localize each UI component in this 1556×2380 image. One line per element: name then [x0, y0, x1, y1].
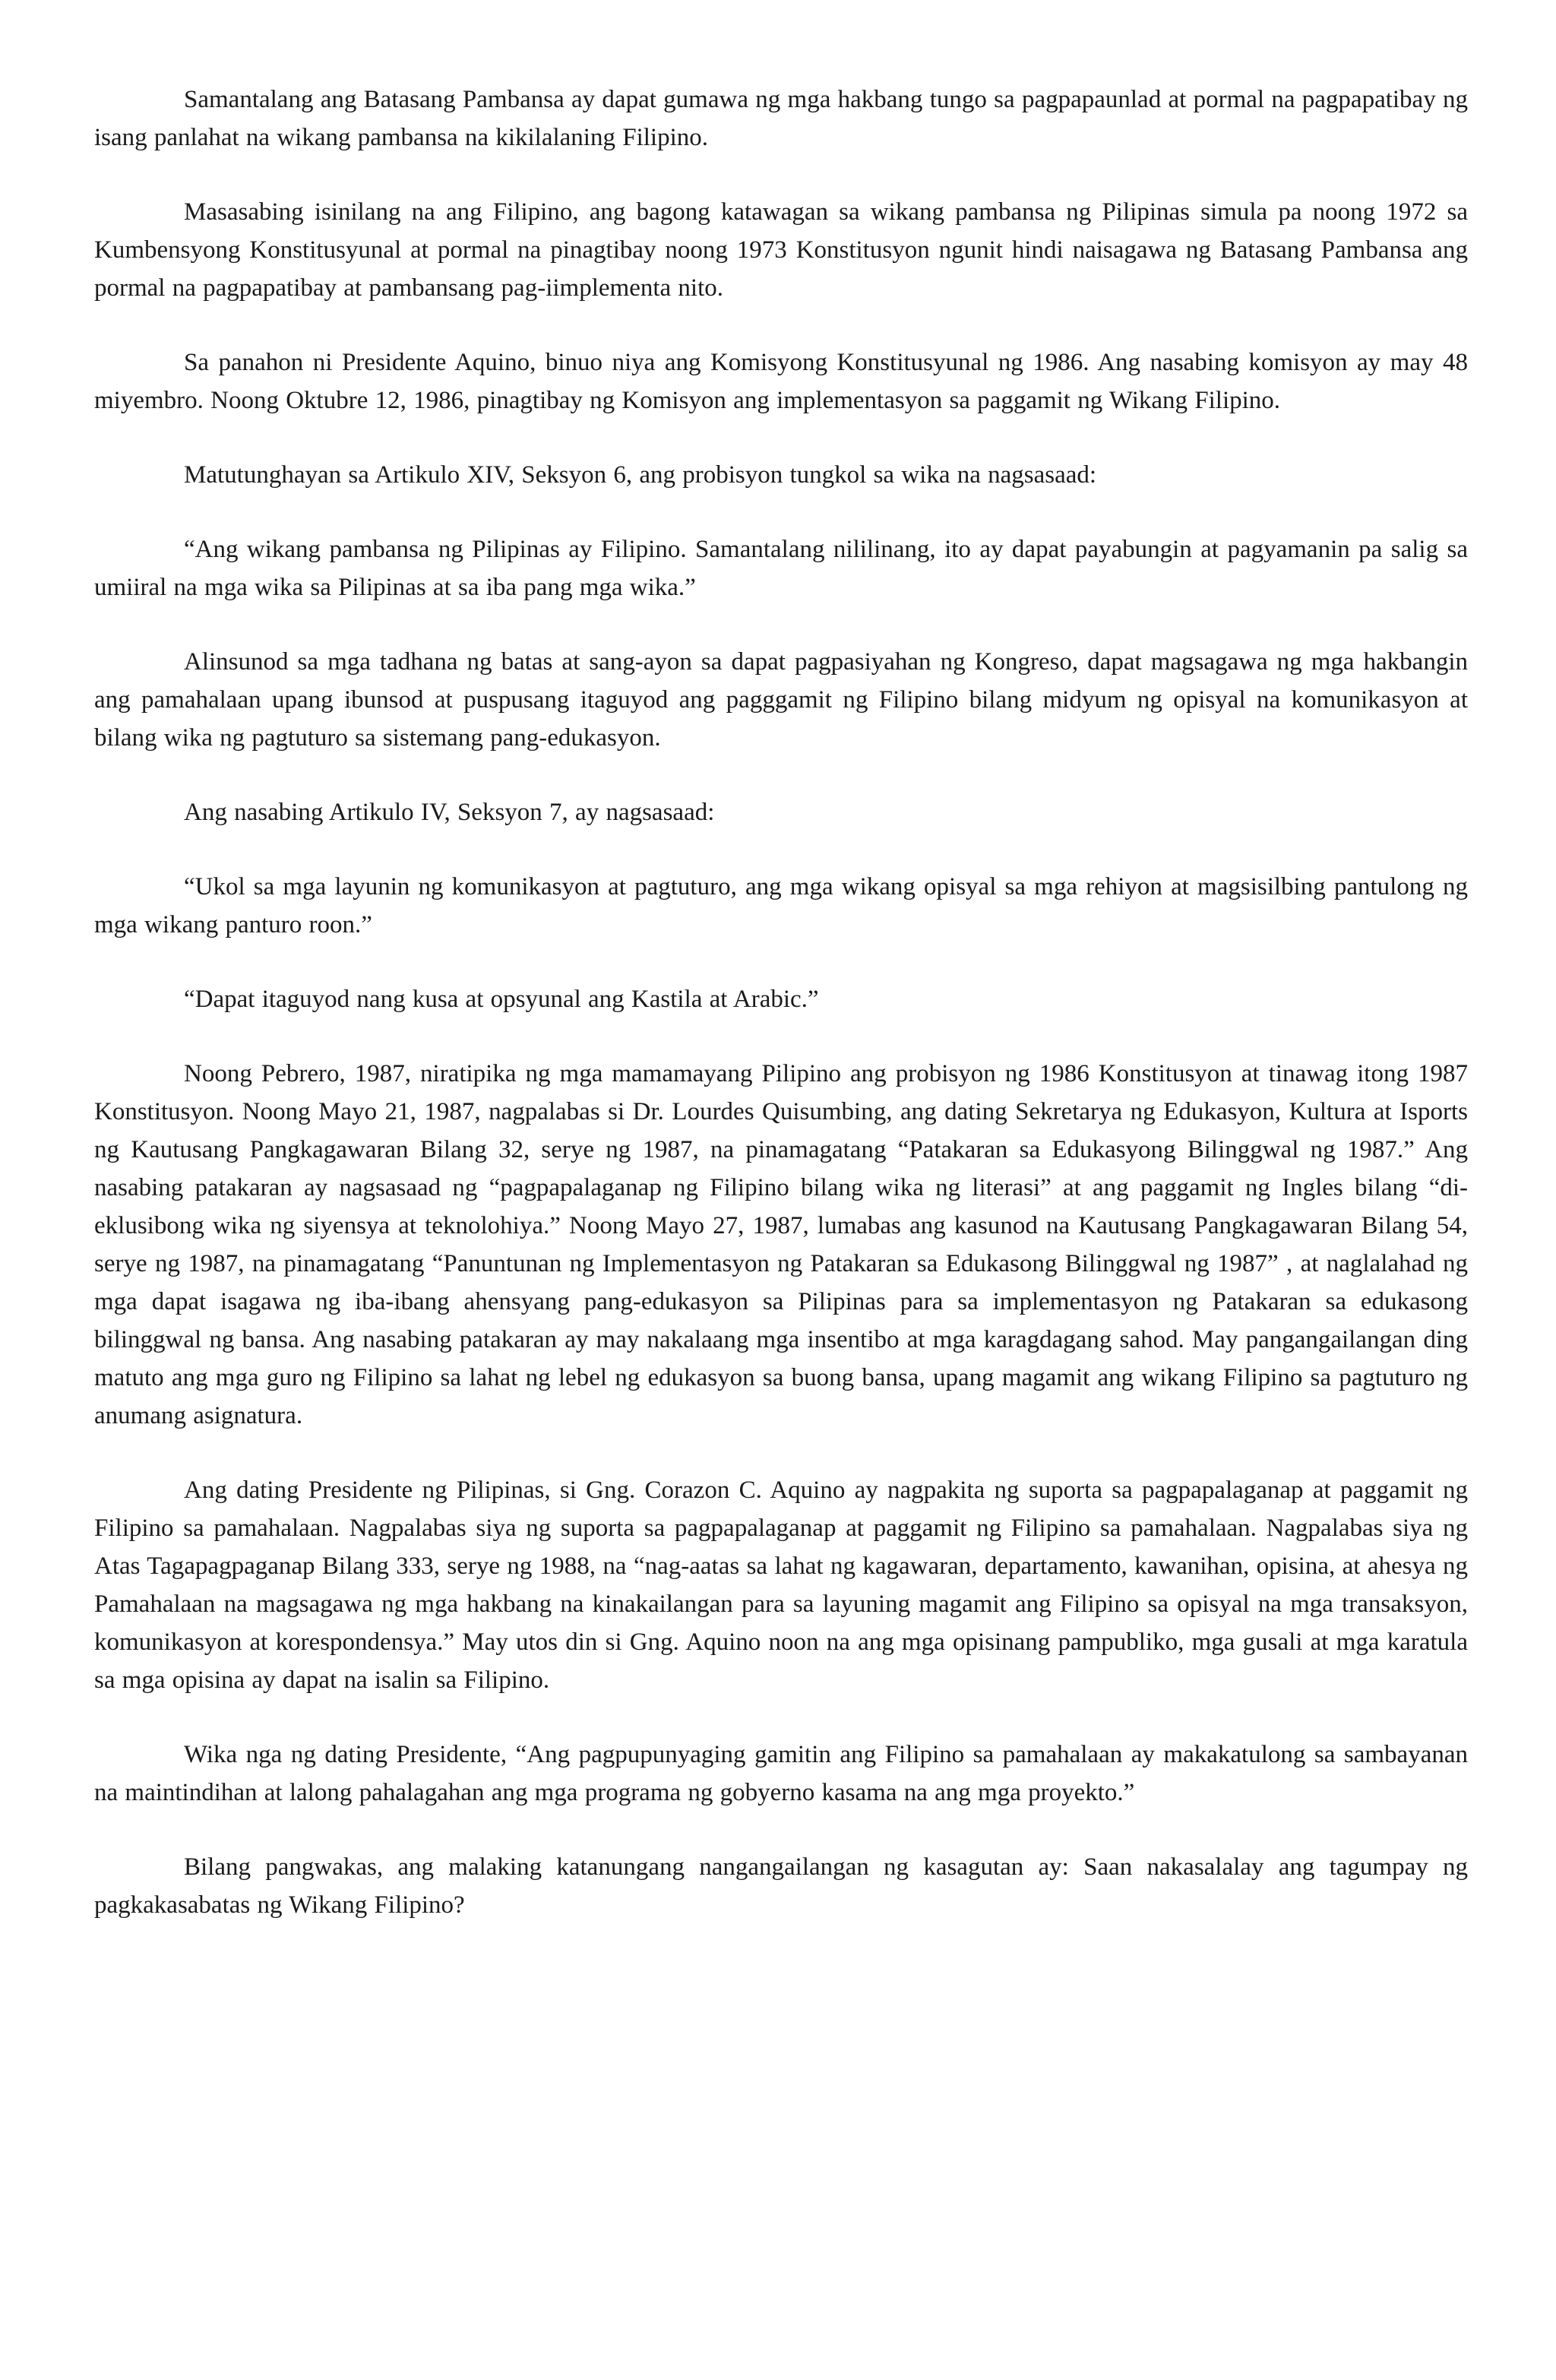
- document-body: [94, 81, 1468, 1924]
- quote-paragraph-2: “Ukol sa mga layunin ng komunikasyon at pagtuturo, ang mga wikang opisyal sa mga rehiyon at magsisilbing pantulong ng mga wikang panturo roon.”: [94, 873, 1468, 938]
- paragraph-3: Sa panahon ni Presidente Aquino, binuo niya ang Komisyong Konstitusyunal ng 1986. Ang nasabing komisyon ay may 48 miyembro. Noong Oktubre 12, 1986, pinagtibay ng Komisyon ang implementasyon sa paggamit ng Wikang Filipino.: [94, 349, 1468, 414]
- paragraph-4: Matutunghayan sa Artikulo XIV, Seksyon 6, ang probisyon tungkol sa wika na nagsasaad:: [184, 461, 1097, 489]
- paragraph-6: Alinsunod sa mga tadhana ng batas at sang-ayon sa dapat pagpasiyahan ng Kongreso, dapat magsagawa ng mga hakbangin ang pamahalaan upang ibunsod at puspusang itaguyod ang pagggamit ng Filipino bilang midyum ng opisyal na komunikasyon at bilang wika ng pagtuturo sa sistemang pang-edukasyon.: [94, 648, 1468, 752]
- paragraph-7: Ang nasabing Artikulo IV, Seksyon 7, ay nagsasaad:: [184, 799, 715, 826]
- closing-paragraph: Bilang pangwakas, ang malaking katanungang nangangailangan ng kasagutan ay: Saan nakasalalay ang tagumpay ng pagkakasabatas ng Wikang Filipino?: [94, 1853, 1468, 1919]
- paragraph-10: Noong Pebrero, 1987, niratipika ng mga mamamayang Pilipino ang probisyon ng 1986 Konstitusyon at tinawag itong 1987 Konstitusyon. Noong Mayo 21, 1987, nagpalabas si Dr. Lourdes Quisumbing, ang dating Sekretarya ng Edukasyon, Kultura at Isports ng Kautusang Pangkagawaran Bilang 32, serye ng 1987, na pinamagatang “Patakaran sa Edukasyong Bilinggwal ng 1987.” Ang nasabing patakaran ay nagsasaad ng “pagpapalaganap ng Filipino bilang wika ng literasi” at ang paggamit ng Ingles bilang “di-eklusibong wika ng siyensya at teknolohiya.” Noong Mayo 27, 1987, lumabas ang kasunod na Kautusang Pangkagawaran Bilang 54, serye ng 1987, na pinamagatang “Panuntunan ng Implementasyon ng Patakaran sa Edukasong Bilinggwal ng 1987” , at naglalahad ng mga dapat isagawa ng iba-ibang ahensyang pang-edukasyon sa Pilipinas para sa implementasyon ng Patakaran sa edukasong bilinggwal ng bansa. Ang nasabing patakaran ay may nakalaang mga insentibo at mga karagdagang sahod. May pangangailangan ding matuto ang mga guro ng Filipino sa lahat ng lebel ng edukasyon sa buong bansa, upang magamit ang wikang Filipino sa pagtuturo ng anumang asignatura.: [94, 1060, 1468, 1429]
- quote-paragraph-3: “Dapat itaguyod nang kusa at opsyunal ang Kastila at Arabic.”: [184, 986, 819, 1013]
- paragraph-11: Ang dating Presidente ng Pilipinas, si Gng. Corazon C. Aquino ay nagpakita ng suporta sa pagpapalaganap at paggamit ng Filipino sa pamahalaan. Nagpalabas siya ng suporta sa pagpapalaganap at paggamit ng Filipino sa pamahalaan. Nagpalabas siya ng Atas Tagapagpaganap Bilang 333, serye ng 1988, na “nag-aatas sa lahat ng kagawaran, departamento, kawanihan, opisina, at ahesya ng Pamahalaan na magsagawa ng mga hakbang na kinakailangan para sa layuning magamit ang Filipino sa opisyal na mga transaksyon, komunikasyon at korespondensya.” May utos din si Gng. Aquino noon na ang mga opisinang pampubliko, mga gusali at mga karatula sa mga opisina ay dapat na isalin sa Filipino.: [94, 1476, 1468, 1694]
- paragraph-12: Wika nga ng dating Presidente, “Ang pagpupunyaging gamitin ang Filipino sa pamahalaan ay makakatulong sa sambayanan na maintindihan at lalong pahalagahan ang mga programa ng gobyerno kasama na ang mga proyekto.”: [94, 1741, 1468, 1806]
- paragraph-2: Masasabing isinilang na ang Filipino, ang bagong katawagan sa wikang pambansa ng Pilipinas simula pa noong 1972 sa Kumbensyong Konstitusyunal at pormal na pinagtibay noong 1973 Konstitusyon ngunit hindi naisagawa ng Batasang Pambansa ang pormal na pagpapatibay at pambansang pag-iimplementa nito.: [94, 198, 1468, 302]
- quote-paragraph-1: “Ang wikang pambansa ng Pilipinas ay Filipino. Samantalang nililinang, ito ay dapat payabungin at pagyamanin pa salig sa umiiral na mga wika sa Pilipinas at sa iba pang mga wika.”: [94, 536, 1468, 601]
- paragraph-1: Samantalang ang Batasang Pambansa ay dapat gumawa ng mga hakbang tungo sa pagpapaunlad at pormal na pagpapatibay ng isang panlahat na wikang pambansa na kikilalaning Filipino.: [94, 86, 1468, 151]
